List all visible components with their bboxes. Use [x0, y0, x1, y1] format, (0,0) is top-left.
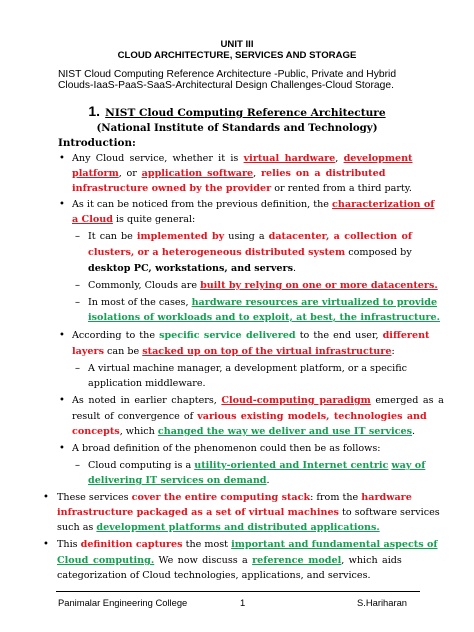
unit-heading: UNIT III	[220, 39, 254, 50]
bullet-icon: •	[59, 443, 65, 454]
body-line: categorization of Cloud technologies, applications, and services.	[57, 570, 371, 581]
body-line: These services cover the entire computing stack: from the hardware	[57, 492, 412, 503]
footer-page-number: 1	[240, 597, 246, 608]
body-line: application middleware.	[88, 378, 206, 389]
footer-divider	[56, 591, 420, 592]
bullet-icon: •	[43, 492, 49, 503]
bullet-icon: •	[59, 330, 65, 341]
footer-college: Panimalar Engineering College	[58, 597, 188, 608]
section-number: 1.	[88, 103, 101, 119]
dash-icon: –	[75, 363, 80, 374]
body-line: Any Cloud service, whether it is virtual hardware, development	[72, 153, 413, 164]
bullet-icon: •	[59, 395, 65, 406]
body-line: It can be implemented by using a datacenter, a collection of	[88, 231, 413, 242]
section-subtitle: (National Institute of Standards and Technology)	[96, 122, 378, 134]
bullet-icon: •	[59, 153, 65, 164]
bullet-icon: •	[59, 199, 65, 210]
body-line: platform, or application software, relies on a distributed	[72, 168, 386, 179]
body-line: desktop PC, workstations, and servers.	[88, 263, 297, 274]
body-line: delivering IT services on demand.	[88, 475, 270, 486]
body-line: a Cloud is quite general:	[72, 214, 196, 225]
bullet-icon: •	[43, 539, 49, 550]
body-line: In most of the cases, hardware resources are virtualized to provide	[88, 297, 438, 308]
dash-icon: –	[75, 460, 80, 471]
dash-icon: –	[75, 231, 80, 242]
section-title: NIST Cloud Computing Reference Architecture	[105, 107, 386, 119]
unit-subtitle-line-2: Clouds-IaaS-PaaS-SaaS-Architectural Design Challenges-Cloud Storage.	[58, 80, 394, 91]
body-line: According to the specific service delivered to the end user, different	[72, 330, 430, 341]
dash-icon: –	[75, 297, 80, 308]
body-line: layers can be stacked up on top of the virtual infrastructure:	[72, 346, 395, 357]
footer-author: S.Hariharan	[357, 597, 408, 608]
body-line: Commonly, Clouds are built by relying on one or more datacenters.	[88, 280, 438, 291]
body-line: isolations of workloads and to exploit, at best, the infrastructure.	[88, 312, 440, 323]
body-line: A virtual machine manager, a development platform, or a specific	[88, 363, 407, 374]
body-line: As it can be noticed from the previous definition, the characterization of	[72, 199, 435, 210]
introduction-heading: Introduction:	[58, 137, 136, 149]
body-line: clusters, or a heterogeneous distributed system composed by	[88, 247, 412, 258]
body-line: A broad definition of the phenomenon could then be as follows:	[72, 443, 381, 454]
body-line: such as development platforms and distributed applications.	[57, 522, 380, 533]
body-line: infrastructure owned by the provider or rented from a third party.	[72, 183, 412, 194]
unit-subtitle-line-1: NIST Cloud Computing Reference Architecture -Public, Private and Hybrid	[58, 69, 397, 80]
unit-title: CLOUD ARCHITECTURE, SERVICES AND STORAGE	[117, 50, 357, 61]
body-line: As noted in earlier chapters, Cloud-computing paradigm emerged as a	[72, 395, 444, 406]
dash-icon: –	[75, 280, 80, 291]
body-line: Cloud computing is a utility-oriented and Internet centric way of	[88, 460, 426, 471]
body-line: concepts, which changed the way we deliver and use IT services.	[72, 426, 416, 437]
body-line: Cloud computing. We now discuss a reference model, which aids	[57, 555, 402, 566]
body-line: This definition captures the most important and fundamental aspects of	[57, 539, 438, 550]
body-line: result of convergence of various existing models, technologies and	[72, 411, 427, 422]
section-heading	[0, 101, 474, 120]
body-line: infrastructure packaged as a set of virtual machines to software services	[57, 507, 440, 518]
